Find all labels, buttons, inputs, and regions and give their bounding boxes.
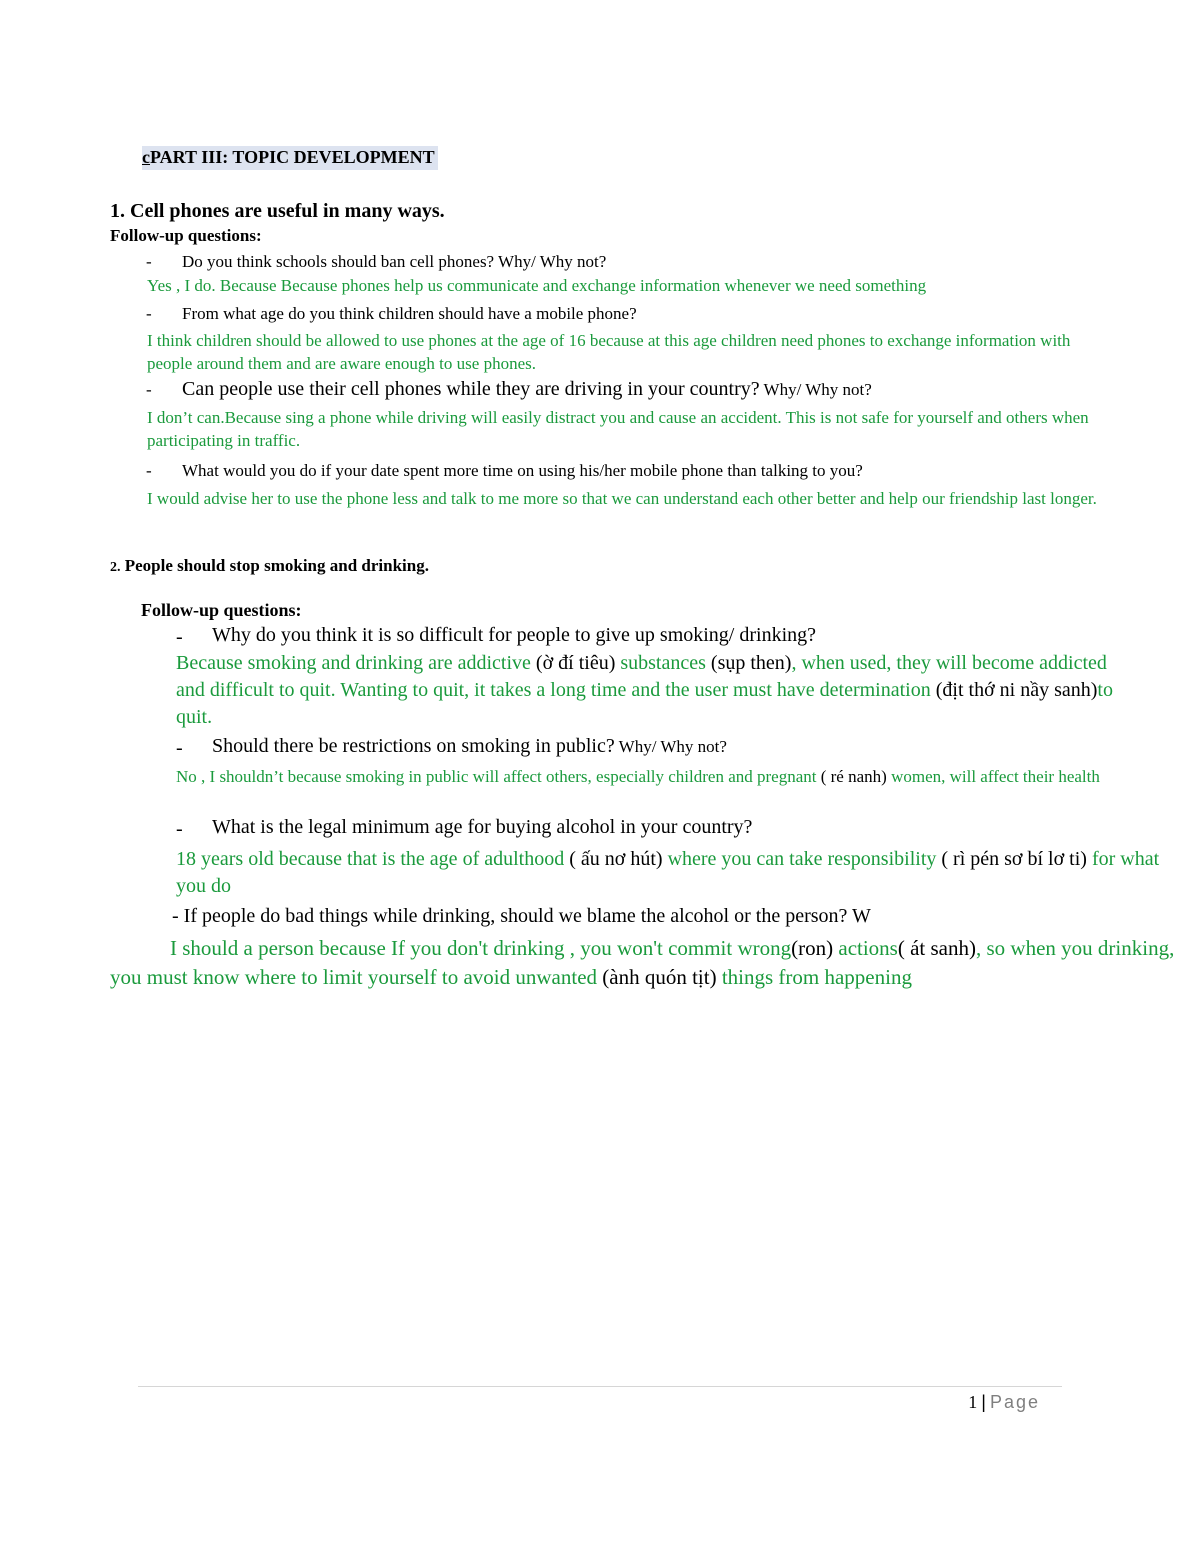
section2-followup-label: Follow-up questions: <box>141 600 302 620</box>
section2-question-1: Why do you think it is so difficult for people to give up smoking/ drinking? <box>212 624 817 646</box>
bullet-dash: - <box>146 304 152 323</box>
pronunciation-note: ( rì pén sơ bí lơ ti) <box>941 848 1087 870</box>
section1-question-3-tail: Why/ Why not? <box>759 380 872 399</box>
pronunciation-note: (địt thớ ni nầy sanh) <box>935 679 1098 701</box>
section1-answer-2: I think children should be allowed to use phones at the age of 16 because at this age children need phones to exchange information with people around them and are aware enough to use phones. <box>147 331 1071 373</box>
bullet-dash: - <box>176 626 183 648</box>
answer-text: 18 years old because that is the age of adulthood <box>176 848 570 870</box>
section2-title-text: People should stop smoking and drinking. <box>124 556 429 575</box>
section2-title-number: 2. <box>110 560 121 575</box>
section1-answer-1: Yes , I do. Because Because phones help us communicate and exchange information whenever we need something <box>147 276 927 295</box>
section1-question-1: Do you think schools should ban cell phones? Why/ Why not? <box>182 252 607 271</box>
section2-question-2 <box>212 735 727 758</box>
section1-followup-label: Follow-up questions: <box>110 226 262 245</box>
section2-answer-1 <box>176 650 1136 731</box>
bullet-dash: - <box>146 252 152 271</box>
part-title <box>142 146 438 170</box>
section1-question-3 <box>182 378 872 401</box>
answer-text: women, will affect their health <box>886 767 1100 786</box>
section2-question-2-tail: Why/ Why not? <box>614 737 727 756</box>
answer-text: where you can take responsibility <box>662 848 942 870</box>
answer-text: substances <box>615 652 711 674</box>
answer-text: to quit. <box>176 679 1113 728</box>
pronunciation-note: (sụp then) <box>710 652 792 674</box>
pronunciation-note: ( ré nanh) <box>820 767 887 786</box>
section2-answer-3 <box>176 846 1161 900</box>
page-label: Page <box>989 1392 1040 1412</box>
section1-question-4: What would you do if your date spent more time on using his/her mobile phone than talking to you? <box>182 461 863 480</box>
section2-answer-2 <box>176 765 1176 788</box>
pronunciation-note: (ờ đí tiêu) <box>535 652 616 674</box>
answer-text: for what you do <box>176 848 1160 897</box>
answer-text: , so when you drinking, you must know where to limit yourself to avoid unwanted <box>110 936 1175 989</box>
section1-answer-3: I don’t can.Because sing a phone while driving will easily distract you and cause an accident. This is not safe for yourself and others when participating in traffic. <box>147 408 1089 450</box>
part-title-text: PART III: TOPIC DEVELOPMENT <box>150 147 435 167</box>
section1-question-3-text: Can people use their cell phones while they are driving in your country? <box>182 378 760 400</box>
section2-question-2-text: Should there be restrictions on smoking in public? <box>212 735 615 757</box>
section2-question-3: What is the legal minimum age for buying alcohol in your country? <box>212 816 753 838</box>
answer-text: No , I shouldn’t because smoking in public will affect others, especially children and pregnant <box>176 767 821 786</box>
section2-question-4: - If people do bad things while drinking, should we blame the alcohol or the person? W <box>172 905 871 927</box>
section2-answer-4 <box>110 934 1180 992</box>
bullet-dash: - <box>146 461 152 480</box>
pronunciation-note: ( ấu nơ hút) <box>569 848 663 870</box>
answer-text: actions <box>833 936 898 960</box>
bullet-dash: - <box>176 737 183 759</box>
answer-text: Because smoking and drinking are addictive <box>176 652 536 674</box>
pronunciation-note: (ron) <box>791 936 834 960</box>
pronunciation-note: (ành quón tịt) <box>602 965 717 989</box>
section1-question-2: From what age do you think children should have a mobile phone? <box>182 304 637 323</box>
footer-separator: | <box>981 1392 986 1412</box>
section1-title: 1. Cell phones are useful in many ways. <box>110 200 445 222</box>
section2-title <box>110 556 429 576</box>
answer-text: things from happening <box>716 965 912 989</box>
section1-answer-4: I would advise her to use the phone less and talk to me more so that we can understand each other better and help our friendship last longer. <box>147 489 1097 508</box>
answer-text: I should a person because If you don't drinking , you won't commit wrong <box>170 936 792 960</box>
answer-text: , when used, they will become addicted and difficult to quit. Wanting to quit, it takes a long time and the user must have determination <box>176 652 1107 701</box>
page-number: 1 <box>968 1392 978 1412</box>
footer-divider <box>138 1386 1062 1387</box>
pronunciation-note: ( át sanh) <box>897 936 976 960</box>
bullet-dash: - <box>146 380 152 399</box>
page-footer <box>968 1392 1040 1413</box>
part-title-first-letter: c <box>142 147 150 167</box>
bullet-dash: - <box>176 818 183 840</box>
